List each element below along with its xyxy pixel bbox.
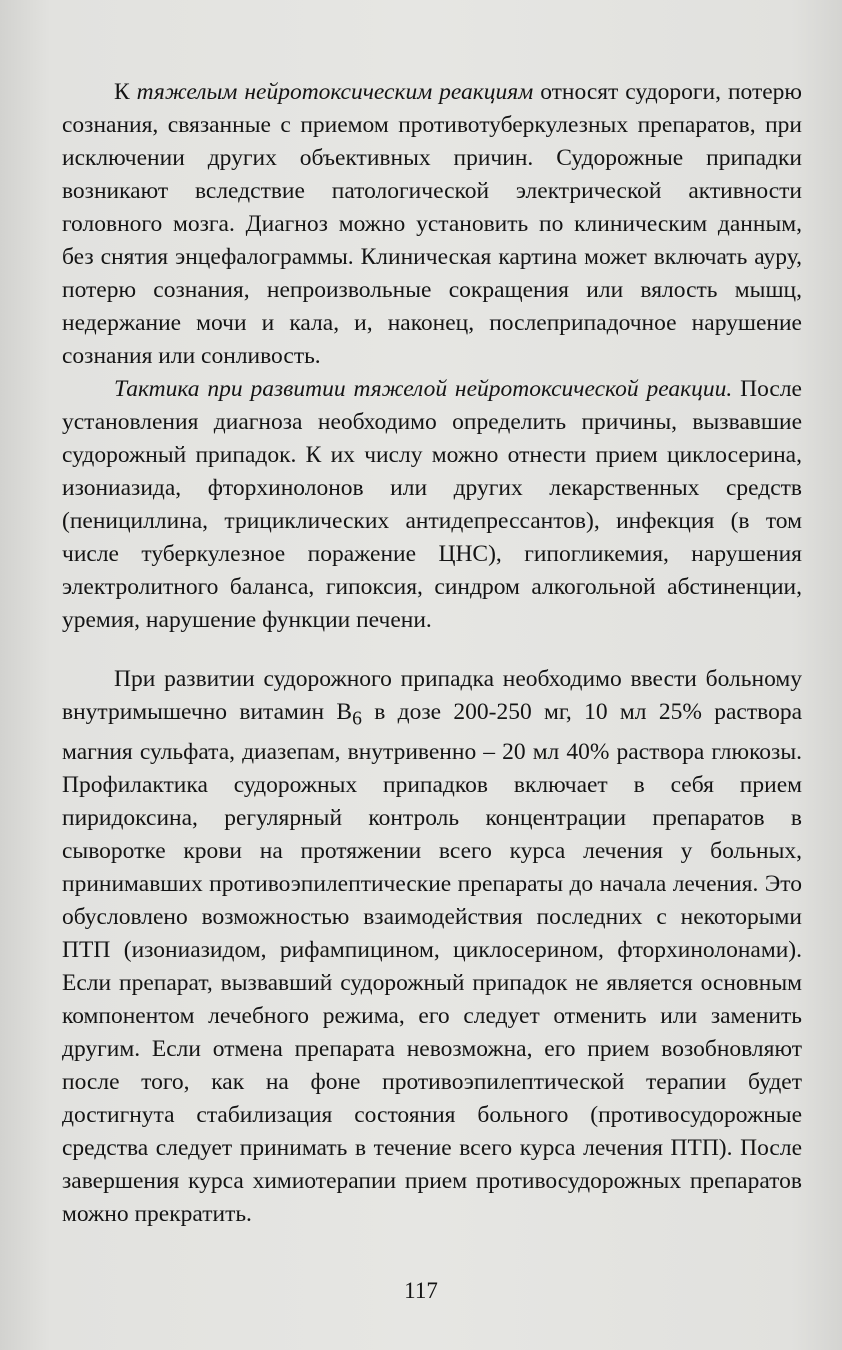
page-text: [62, 76, 802, 1231]
vitamin-subscript: 6: [352, 708, 362, 730]
paragraph-severe-reactions: [62, 76, 802, 373]
paragraph-lead: К: [114, 79, 137, 105]
paragraph-seizure-treatment: [62, 663, 802, 1231]
paragraph-body: После установления диагноза необходимо определить причины, вызвавшие судорожный припадок. К их числу можно отнести прием циклосерина, изониазида, фторхинолонов или других лекарственных средств (пенициллина, трициклических антидепрессантов), инфекция (в том числе туберкулезное поражение ЦНС), гипогликемия, нарушения электролитного баланса, гипоксия, синдром алкогольной абстиненции, уремия, нарушение функции печени.: [62, 376, 802, 633]
paragraph-body-end: в дозе 200-250 мг, 10 мл 25% раствора магния сульфата, диазепам, внутривенно – 20 мл 40% раствора глюкозы. Профилактика судорожных припадков включает в себя прием пиридоксина, регулярный контроль концентрации препаратов в сыворотке крови на протяжении всего курса лечения у больных, принимавших противоэпилептические препараты до начала лечения. Это обусловлено возможностью взаимодействия последних с некоторыми ПТП (изониазидом, рифампицином, циклосерином, фторхинолонами). Если препарат, вызвавший судорожный припадок не является основным компонентом лечебного режима, его следует отменить или заменить другим. Если отмена препарата невозможна, его прием возобновляют после того, как на фоне противоэпилептической терапии будет достигнута стабилизация состояния больного (противосудорожные средства следует принимать в течение всего курса лечения ПТП). После завершения курса химиотерапии прием противосудорожных препаратов можно прекратить.: [62, 699, 802, 1227]
paragraph-body: относят судороги, потерю сознания, связанные с приемом противотуберкулезных препаратов, при исключении других объективных причин. Судорожные припадки возникают вследствие патологической электрической активности головного мозга. Диагноз можно установить по клиническим данным, без снятия энцефалограммы. Клиническая картина может включать ауру, потерю сознания, непроизвольные сокращения или вялость мышц, недержание мочи и кала, и, наконец, послеприпадочное нарушение сознания или сонливость.: [62, 79, 802, 369]
page-number: 117: [404, 1278, 438, 1303]
emphasized-term: тяжелым нейротоксическим реакциям: [136, 79, 534, 105]
paragraph-body-start: При развитии судорожного припадка необходимо ввести больному внутримышечно витамин B: [62, 666, 802, 725]
paragraph-tactics: [62, 373, 802, 637]
emphasized-heading: Тактика при развитии тяжелой нейротоксической реакции.: [114, 376, 733, 402]
